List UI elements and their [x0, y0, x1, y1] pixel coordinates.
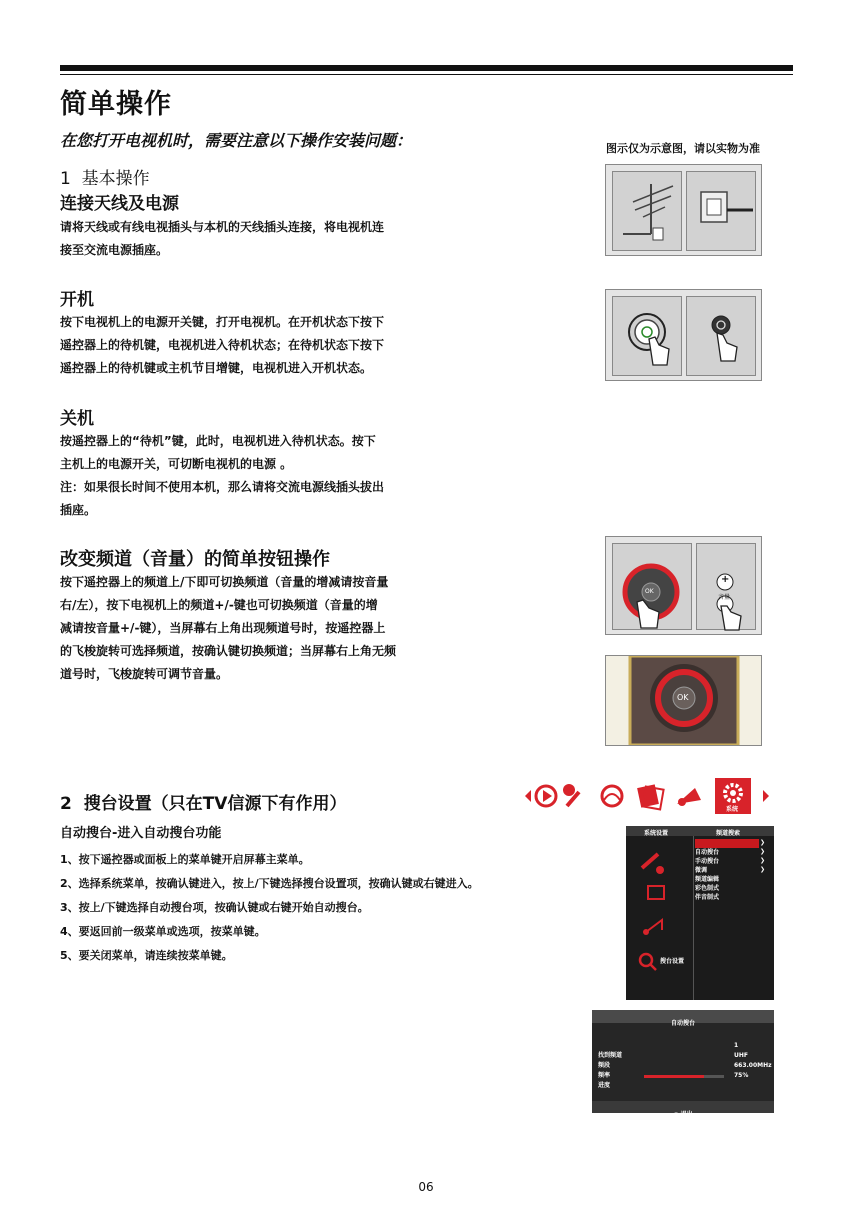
text-line: 按下遥控器上的频道上/下即可切换频道（音量的增减请按音量 [60, 575, 389, 589]
music-icon [643, 920, 662, 935]
section2-heading [60, 789, 346, 814]
text-line: 道号时，飞梭旋转可调节音量。 [60, 667, 229, 681]
text-line: 接至交流电源插座。 [60, 243, 169, 257]
dialog-row: 进度 75% [598, 1072, 749, 1089]
section1-number: 1 [60, 169, 71, 189]
search-icon [640, 954, 656, 970]
dialog-footer [592, 1101, 774, 1118]
text-line: 遥控器上的待机键，电视机进入待机状态；在待机状态下按下 [60, 338, 385, 352]
text-line: 右/左），按下电视机上的频道+/-键也可切换频道（音量的增 [60, 598, 378, 612]
exit-label[interactable]: 退出 [680, 1111, 693, 1118]
text-line: 减请按音量+/-键），当屏幕右上角出现频道号时，按遥控器上 [60, 621, 386, 635]
volume-label: 音量 [718, 594, 731, 601]
menu-option[interactable]: 手动搜台 ❯ [695, 848, 765, 865]
page-title: 简单操作 [60, 89, 172, 120]
text-line: 的飞梭旋转可选择频道，按确认键切换频道；当屏幕右上角无频 [60, 644, 397, 658]
volume-panel [696, 543, 756, 630]
text-line: 按下电视机上的电源开关键，打开电视机。在开机状态下按下 [60, 315, 385, 329]
remote-closeup-illustration [605, 655, 762, 746]
menu-divider [693, 836, 694, 1000]
active-menu-label: 系统 [726, 806, 739, 813]
music-icon [677, 788, 701, 806]
section1-title: 基本操作 [81, 169, 150, 189]
plus-label: + [721, 574, 730, 585]
system-settings-menu [626, 826, 774, 1000]
keypad-icon [648, 886, 664, 899]
remote-power-panel [686, 296, 756, 376]
page-number: 06 [418, 1180, 434, 1194]
wrench-icon [642, 854, 664, 874]
dialog-title-bar [592, 1010, 774, 1027]
header-rule-thick [60, 65, 793, 71]
menu-left-header: 系统设置 [644, 830, 669, 837]
photo-icon [637, 784, 663, 809]
globe-icon [602, 786, 622, 806]
menu-right-header: 频道搜索 [716, 830, 741, 837]
ok-label: OK [645, 588, 654, 595]
section2-title: 搜台设置（只在TV信源下有作用） [83, 794, 347, 814]
channel-text [60, 571, 396, 686]
channel-title: 改变频道（音量）的简单按钮操作 [60, 549, 330, 570]
steps-list [60, 848, 479, 968]
section2-subtitle: 自动搜台-进入自动搜台功能 [60, 826, 222, 841]
menu-option[interactable]: 伴音制式 [695, 894, 720, 901]
power-on-text [60, 311, 384, 380]
antenna-title: 连接天线及电源 [60, 194, 179, 214]
list-item: 3、按上/下键选择自动搜台项，按确认键或右键开始自动搜台。 [60, 901, 369, 914]
list-item: 4、要返回前一级菜单或选项，按菜单键。 [60, 925, 266, 938]
volume-button-icon [697, 544, 757, 631]
section1-heading [60, 164, 150, 189]
dialog-row: 找到频道 1 [598, 1042, 739, 1059]
menu-option-selected[interactable]: 自动搜台 ❯ [695, 839, 765, 856]
text-line: 主机上的电源开关，可切断电视机的电源 。 [60, 457, 293, 471]
text-line: 遥控器上的待机键或主机节目增键，电视机进入开机状态。 [60, 361, 373, 375]
socket-panel [686, 171, 756, 251]
power-off-title: 关机 [60, 409, 94, 429]
antenna-icon [613, 172, 683, 252]
play-icon [536, 786, 556, 806]
list-item: 2、选择系统菜单，按确认键进入，按上/下键选择搜台设置项，按确认键或右键进入。 [60, 877, 479, 890]
intro-text: 在您打开电视机时，需要注意以下操作安装问题： [60, 131, 413, 150]
chevron-right-icon: ❯ [759, 866, 765, 873]
power-button-icon [613, 297, 683, 377]
exit-icon[interactable]: ◉ [673, 1111, 681, 1118]
header-rule-thin [60, 74, 793, 75]
antenna-illustration [605, 164, 762, 256]
channel-button-illustration [605, 536, 762, 635]
text-line: 按遥控器上的“待机”键，此时，电视机进入待机状态。按下 [60, 434, 376, 448]
power-socket-icon [687, 172, 757, 252]
text-line: 插座。 [60, 503, 97, 517]
search-setting-label: 搜台设置 [660, 958, 685, 965]
auto-search-dialog [592, 1010, 774, 1118]
menu-option[interactable]: 频道编辑 ❯ [695, 866, 765, 883]
progress-fill [644, 1075, 704, 1078]
chevron-right-icon: ❯ [759, 839, 765, 846]
text-line: 注：如果很长时间不使用本机，那么请将交流电源线插头拔出 [60, 480, 385, 494]
antenna-panel [612, 171, 682, 251]
tv-power-panel [612, 296, 682, 376]
power-off-text [60, 430, 384, 522]
chevron-right-icon [763, 790, 769, 802]
ok-closeup-label: OK [677, 693, 689, 702]
section2-number: 2 [60, 794, 72, 814]
remote-dial-panel [612, 543, 692, 630]
dialog-title: 自动搜台 [670, 1020, 695, 1027]
list-item: 5、要关闭菜单，请连续按菜单键。 [60, 949, 233, 962]
list-item: 1、按下遥控器或面板上的菜单键开启屏幕主菜单。 [60, 853, 310, 866]
power-button-illustration [605, 289, 762, 381]
text-line: 请将天线或有线电视插头与本机的天线插头连接，将电视机连 [60, 220, 385, 234]
chevron-right-icon: ❯ [759, 848, 765, 855]
menu-option[interactable]: 彩色制式 [695, 885, 720, 892]
menu-icon-bar [519, 778, 775, 814]
progress-bar [644, 1075, 724, 1078]
menu-option[interactable]: 微调 ❯ [695, 857, 765, 874]
dialog-row: 频率 663.00MHz [598, 1062, 772, 1079]
antenna-text [60, 216, 384, 262]
menu-side-icons [634, 850, 684, 1000]
chevron-right-icon: ❯ [759, 857, 765, 864]
chevron-left-icon [525, 790, 531, 802]
dialog-rows [598, 1042, 772, 1089]
power-on-title: 开机 [60, 290, 94, 310]
standby-button-icon [687, 297, 757, 377]
image-note: 图示仅为示意图，请以实物为准 [606, 142, 760, 155]
dialog-row: 频段 UHF [598, 1052, 748, 1069]
menu-options [695, 839, 765, 901]
wrench-icon [563, 784, 579, 806]
